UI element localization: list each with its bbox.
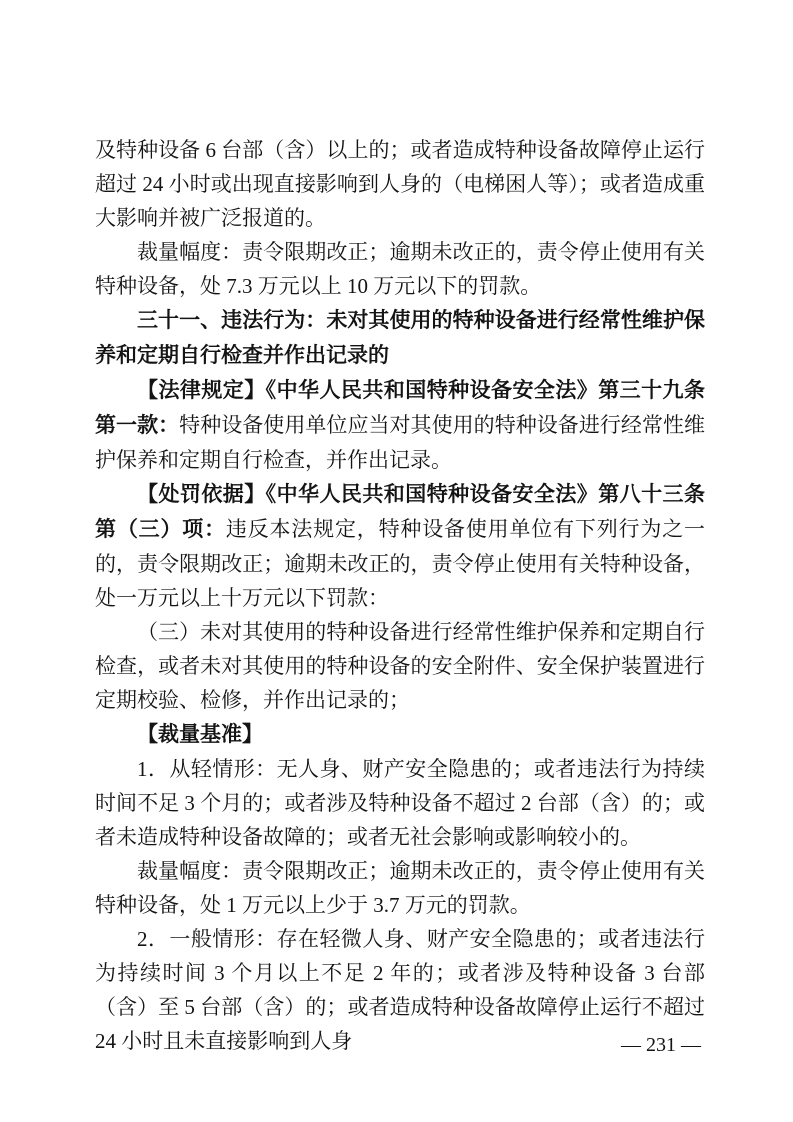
- text-run: 裁量幅度：责令限期改正；逾期未改正的，责令停止使用有关特种设备，处 7.3 万元以上 10 万元以下的罚款。: [95, 240, 705, 298]
- legal-basis-paragraph: [95, 373, 705, 477]
- page-number: — 231 —: [621, 1034, 701, 1056]
- bold-text-run: 【裁量基准】: [137, 723, 263, 746]
- text-run: 裁量幅度：责令限期改正；逾期未改正的，责令停止使用有关特种设备，处 1 万元以上少于 3.7 万元的罚款。: [95, 859, 705, 917]
- document-body: [95, 133, 705, 1058]
- text-run: 1．从轻情形：无人身、财产安全隐患的；或者违法行为持续时间不足 3 个月的；或者涉及特种设备不超过 2 台部（含）的；或者未造成特种设备故障的；或者无社会影响或影响较小的。: [95, 757, 705, 849]
- bold-text-run: 三十一、违法行为：未对其使用的特种设备进行经常性维护保养和定期自行检查并作出记录的: [95, 309, 705, 367]
- bold-text-run: 【处罚依据】《中华人民共和国特种设备安全法》第八十三条第（三）项：: [95, 483, 705, 541]
- lenient-case-paragraph: [95, 752, 705, 854]
- text-run: （三）未对其使用的特种设备进行经常性维护保养和定期自行检查，或者未对其使用的特种设备的安全附件、安全保护装置进行定期校验、检修，并作出记录的；: [95, 620, 705, 712]
- text-run: 及特种设备 6 台部（含）以上的；或者造成特种设备故障停止运行超过 24 小时或出现直接影响到人身的（电梯困人等）；或者造成重大影响并被广泛报道的。: [95, 138, 705, 230]
- bold-text-run: 【法律规定】《中华人民共和国特种设备安全法》第三十九条第一款：: [95, 379, 705, 437]
- penalty-range-paragraph: [95, 854, 705, 922]
- text-run: 2．一般情形：存在轻微人身、财产安全隐患的；或者违法行为持续时间 3 个月以上不足 2 年的；或者涉及特种设备 3 台部（含）至 5 台部（含）的；或者造成特种设备故障停止运行不超过 24 小时且未直接影响到人身: [95, 927, 705, 1053]
- text-run: 违反本法规定，特种设备使用单位有下列行为之一的，责令限期改正；逾期未改正的，责令停止使用有关特种设备，处一万元以上十万元以下罚款：: [95, 517, 705, 610]
- text-run: 特种设备使用单位应当对其使用的特种设备进行经常性维护保养和定期自行检查，并作出记录。: [95, 413, 706, 472]
- penalty-range-paragraph: [95, 235, 705, 303]
- continuation-paragraph: [95, 133, 705, 235]
- penalty-basis-paragraph: [95, 477, 705, 615]
- benchmark-label: [95, 717, 705, 752]
- section-heading: [95, 303, 705, 373]
- violation-item-paragraph: [95, 615, 705, 717]
